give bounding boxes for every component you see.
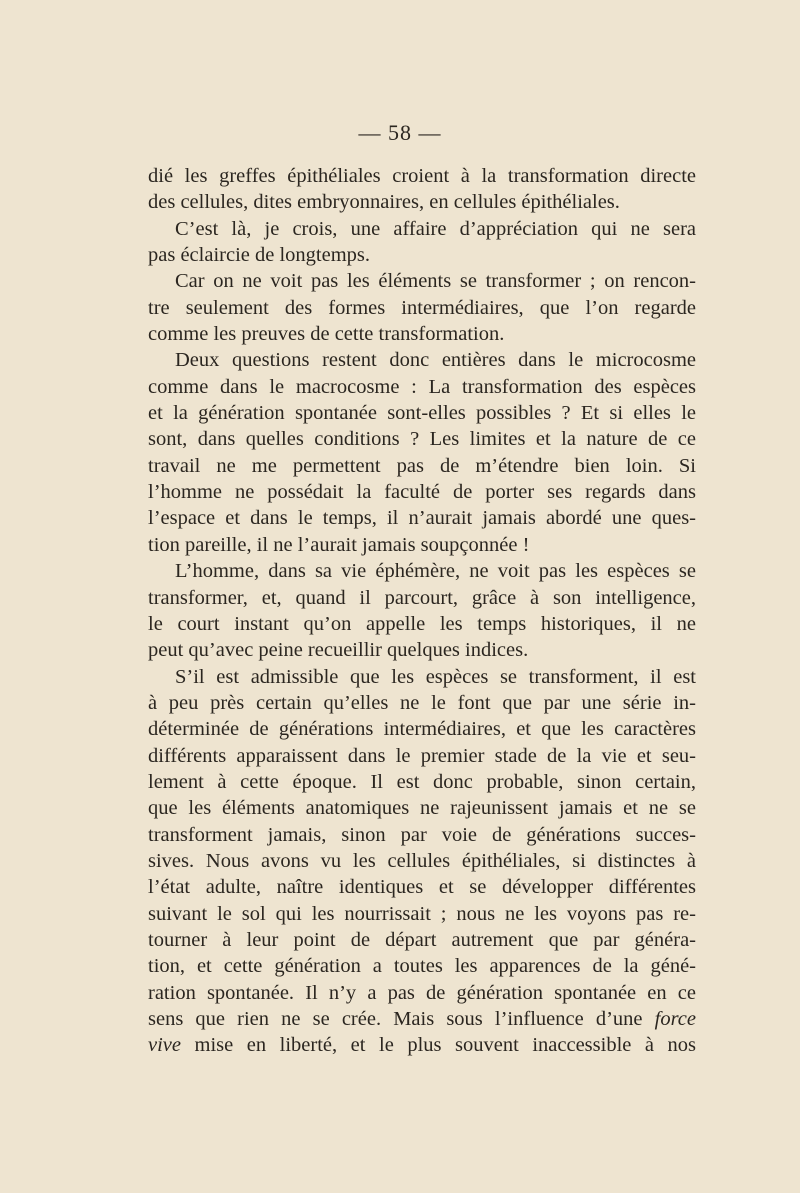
line-text: l’espace et dans le temps, il n’aurait jamais abordé une ques- — [148, 507, 696, 530]
text-line — [148, 611, 696, 637]
text-line — [148, 927, 696, 953]
line-text: Car on ne voit pas les éléments se transformer ; on rencon- — [175, 270, 696, 293]
line-text: tre seulement des formes intermédiaires, que l’on regarde — [148, 296, 696, 319]
text-line — [148, 1032, 696, 1058]
line-text: tion pareille, il ne l’aurait jamais soupçonnée ! — [148, 533, 530, 556]
line-text: mise en liberté, et le plus souvent inaccessible à nos — [181, 1034, 696, 1057]
line-text: comme dans le macrocosme : La transformation des espèces — [148, 375, 696, 398]
line-text: et la génération spontanée sont-elles possibles ? Et si elles le — [148, 402, 696, 425]
line-text: l’état adulte, naître identiques et se développer différentes — [148, 876, 696, 899]
line-text: dié les greffes épithéliales croient à la transformation directe — [148, 165, 696, 187]
line-text: lement à cette époque. Il est donc probable, sinon certain, — [148, 770, 696, 793]
text-line — [148, 637, 696, 663]
text-line — [148, 901, 696, 927]
text-line — [148, 664, 696, 690]
text-line — [148, 374, 696, 400]
line-text: tion, et cette génération a toutes les apparences de la géné- — [148, 955, 696, 978]
text-line — [148, 242, 696, 268]
line-text: transforment jamais, sinon par voie de générations succes- — [148, 823, 696, 846]
text-line — [148, 400, 696, 426]
text-line — [148, 874, 696, 900]
text-line — [148, 479, 696, 505]
text-line — [148, 189, 696, 215]
italic-text: vive — [148, 1034, 181, 1057]
line-text: S’il est admissible que les espèces se transforment, il est — [175, 665, 696, 688]
line-text: travail ne me permettent pas de m’étendre bien loin. Si — [148, 454, 696, 477]
line-text: transformer, et, quand il parcourt, grâce à son intelligence, — [148, 586, 696, 609]
text-line — [148, 505, 696, 531]
line-text: déterminée de générations intermédiaires, et que les caractères — [148, 718, 696, 741]
text-line — [148, 980, 696, 1006]
line-text: C’est là, je crois, une affaire d’appréciation qui ne sera — [175, 217, 696, 240]
text-line — [148, 532, 696, 558]
line-text: ration spontanée. Il n’y a pas de génération spontanée en ce — [148, 981, 696, 1004]
line-text: sens que rien ne se crée. Mais sous l’influence d’une — [148, 1008, 655, 1030]
text-line — [148, 795, 696, 821]
text-line — [148, 743, 696, 769]
text-line — [148, 321, 696, 347]
text-line — [148, 848, 696, 874]
text-line — [148, 426, 696, 452]
text-line — [148, 1006, 696, 1032]
text-line — [148, 295, 696, 321]
text-line — [148, 347, 696, 373]
text-line — [148, 268, 696, 294]
line-text: l’homme ne possédait la faculté de porter ses regards dans — [148, 481, 696, 504]
text-line — [148, 216, 696, 242]
italic-text: force — [654, 1008, 696, 1030]
text-line — [148, 585, 696, 611]
line-text: pas éclaircie de longtemps. — [148, 244, 370, 267]
text-line — [148, 716, 696, 742]
line-text: L’homme, dans sa vie éphémère, ne voit pas les espèces se — [175, 560, 696, 583]
text-line — [148, 690, 696, 716]
line-text: sives. Nous avons vu les cellules épithéliales, si distinctes à — [148, 849, 696, 872]
line-text: peut qu’avec peine recueillir quelques indices. — [148, 639, 529, 662]
text-line — [148, 769, 696, 795]
line-text: sont, dans quelles conditions ? Les limites et la nature de ce — [148, 428, 696, 451]
text-line — [148, 163, 696, 189]
text-line — [148, 822, 696, 848]
text-line — [148, 558, 696, 584]
text-line — [148, 453, 696, 479]
line-text: à peu près certain qu’elles ne le font que par une série in- — [148, 691, 696, 714]
line-text: que les éléments anatomiques ne rajeunissent jamais et ne se — [148, 797, 696, 820]
body-text — [148, 163, 696, 1059]
line-text: tourner à leur point de départ autrement que par généra- — [148, 928, 696, 951]
line-text: différents apparaissent dans le premier stade de la vie et seu- — [148, 744, 696, 767]
text-line — [148, 953, 696, 979]
page-number: — 58 — — [358, 120, 442, 145]
line-text: suivant le sol qui les nourrissait ; nous ne les voyons pas re- — [148, 902, 696, 925]
line-text: des cellules, dites embryonnaires, en cellules épithéliales. — [148, 191, 620, 214]
line-text: comme les preuves de cette transformation. — [148, 323, 505, 346]
line-text: le court instant qu’on appelle les temps historiques, il ne — [148, 612, 696, 635]
line-text: Deux questions restent donc entières dans le microcosme — [175, 349, 696, 372]
